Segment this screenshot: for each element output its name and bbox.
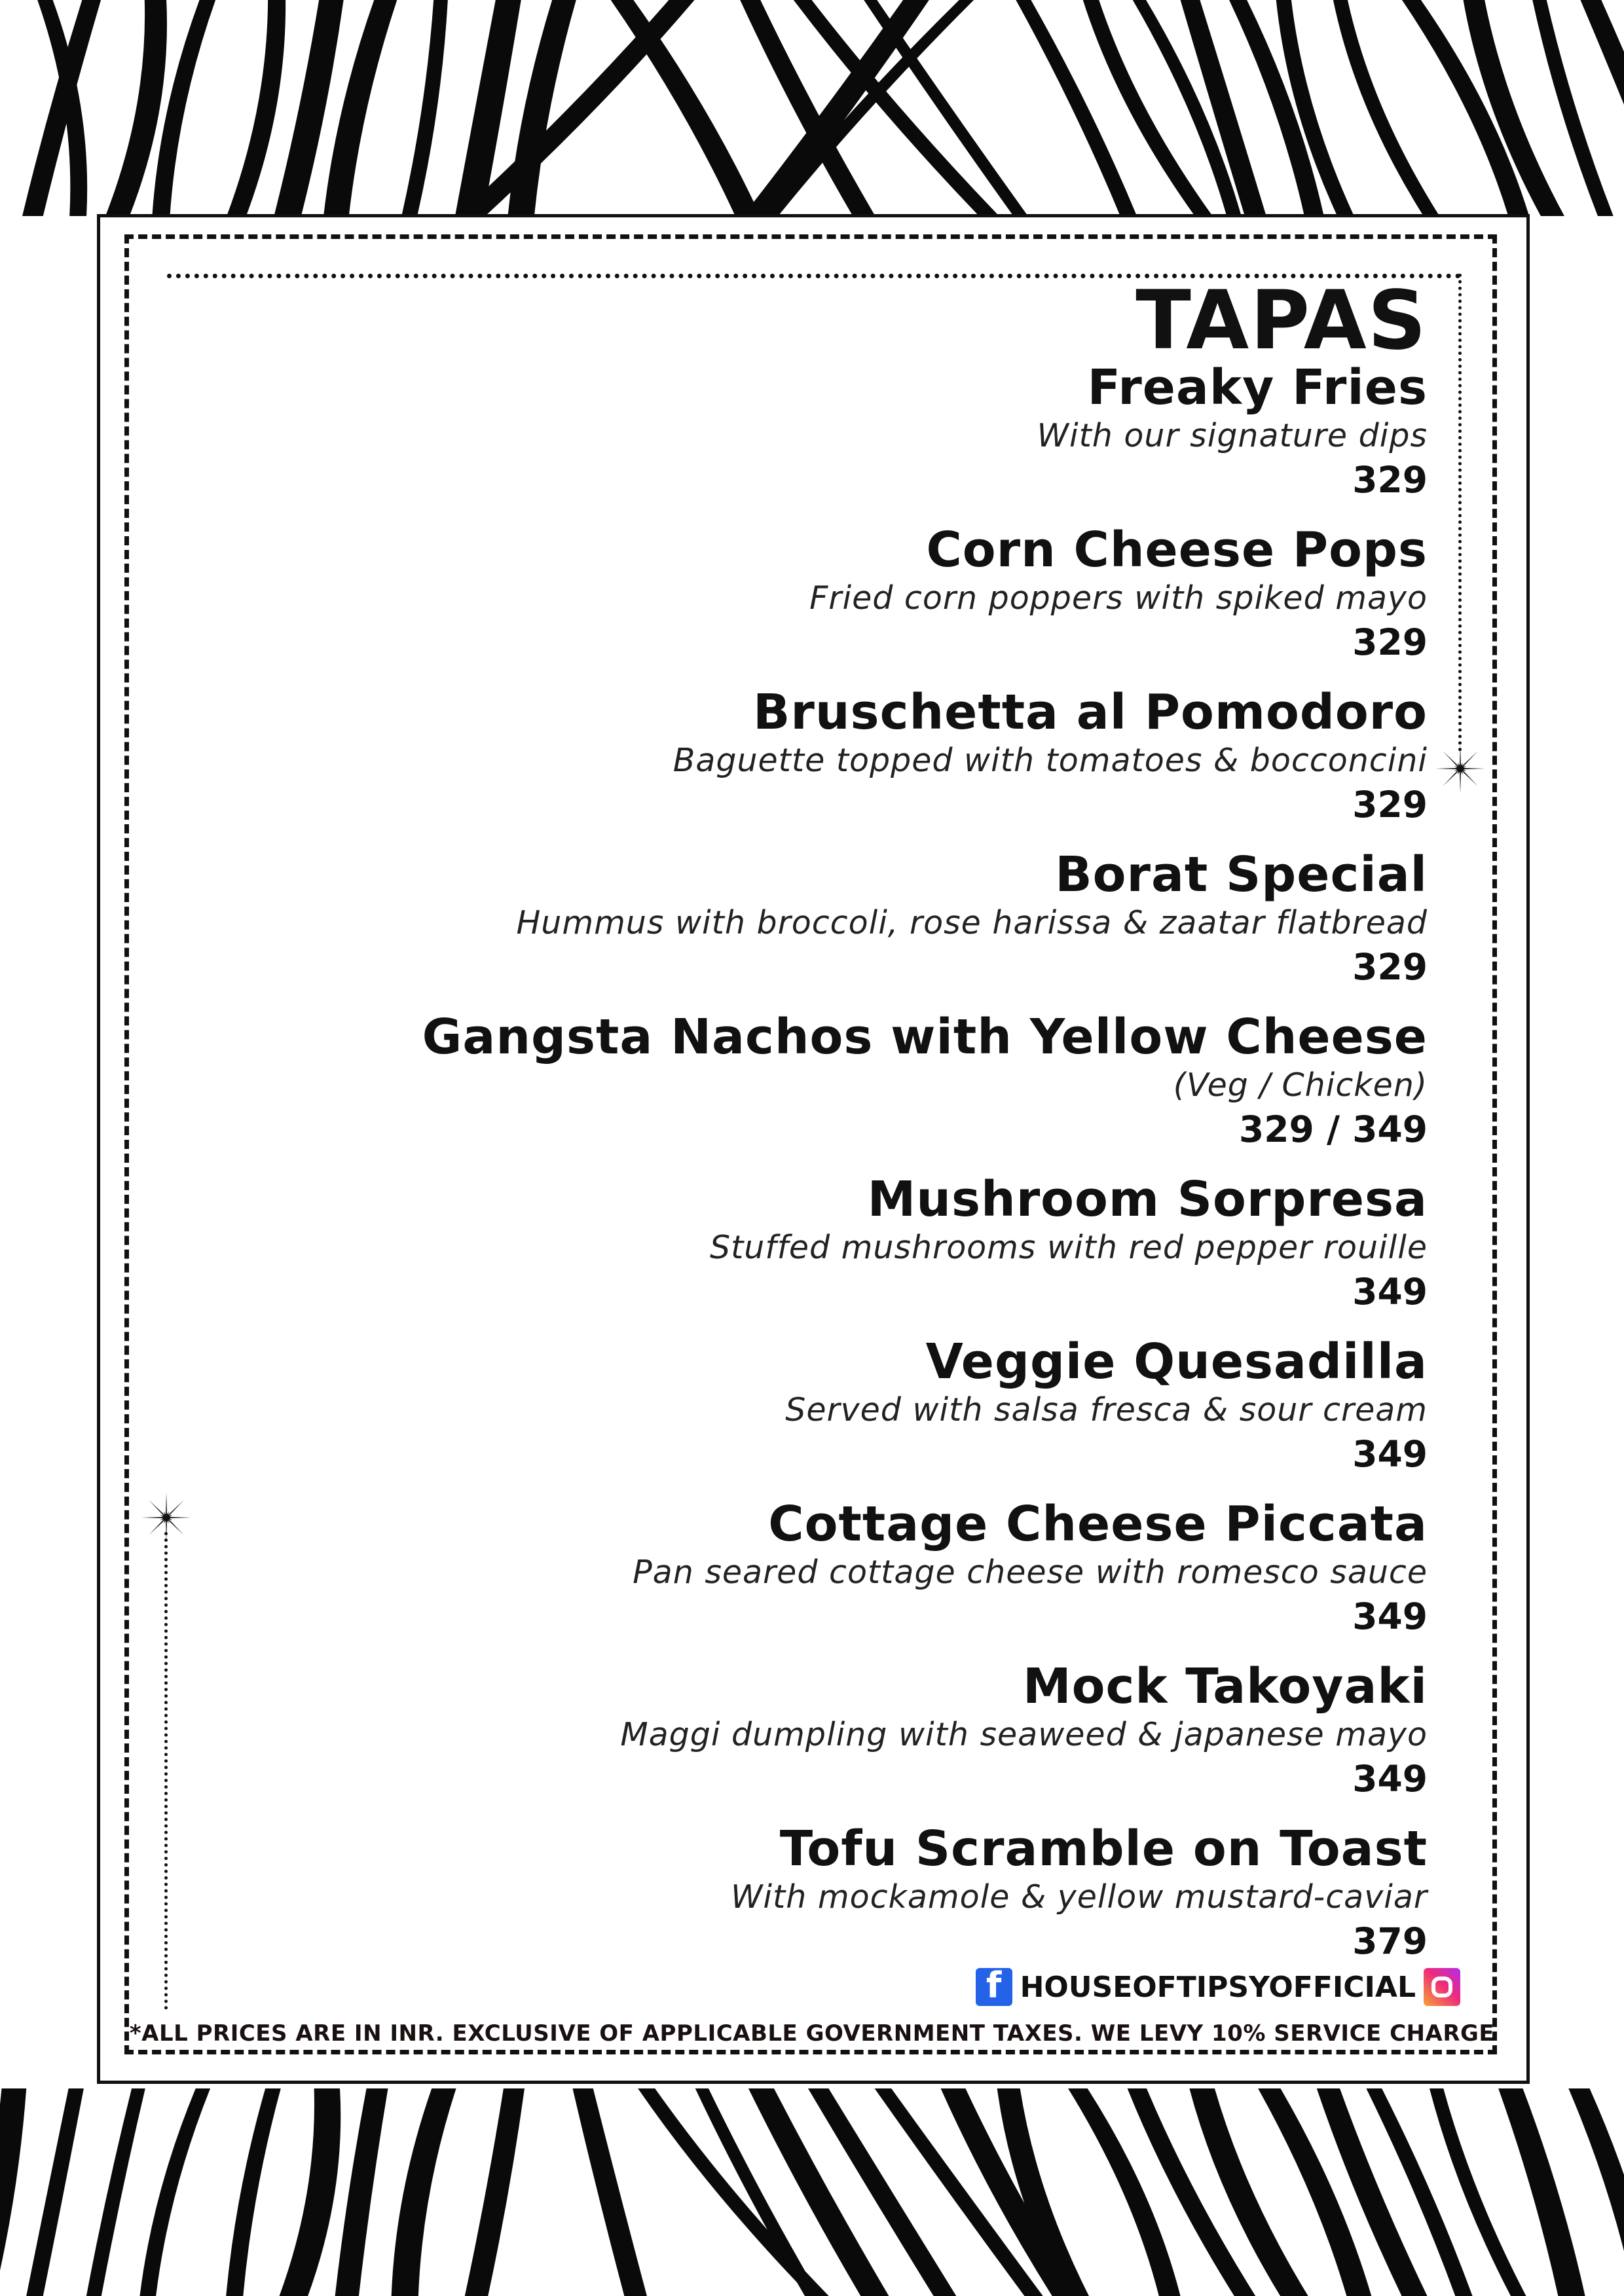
zebra-stripe [277,2088,341,2296]
item-description: Baguette topped with tomatoes & bocconcini [673,742,1428,779]
price-disclaimer: *ALL PRICES ARE IN INR. EXCLUSIVE OF APPLICABLE GOVERNMENT TAXES. WE LEVY 10% SERVICE CHARGE [129,2020,1495,2047]
item-name: Veggie Quesadilla [925,1334,1428,1390]
item-price: 329 / 349 [1239,1108,1428,1150]
item-price: 349 [1352,1433,1428,1475]
zebra-stripe [571,2088,648,2296]
item-description: Fried corn poppers with spiked mayo [809,579,1428,617]
item-price: 329 [1352,459,1428,501]
section-title: TAPAS [1135,274,1428,368]
zebra-stripe [224,0,286,216]
item-name: Cottage Cheese Piccata [768,1496,1428,1552]
zebra-stripe [225,2088,282,2296]
menu-item [422,1172,1428,1334]
item-description: With our signature dips [1037,417,1428,454]
item-price: 329 [1352,946,1428,988]
item-description: Pan seared cottage cheese with romesco sauce [633,1554,1428,1591]
menu-item [422,1821,1428,1984]
item-description: With mockamole & yellow mustard-caviar [730,1878,1428,1916]
dotted-line-right [1458,274,1462,752]
zebra-stripe [391,2088,458,2296]
social-handle: HOUSEOFTIPSYOFFICIAL [1020,1970,1416,2004]
zebra-stripe [606,0,764,216]
item-name: Mushroom Sorpresa [867,1171,1428,1228]
zebra-stripe [400,0,448,216]
item-name: Corn Cheese Pops [926,522,1428,578]
zebra-stripe [1064,2088,1182,2296]
instagram-icon[interactable] [1424,1968,1460,2006]
zebra-stripe [1012,0,1139,216]
zebra-stripe [0,2088,27,2296]
item-name: Mock Takoyaki [1022,1658,1428,1715]
menu-item [422,360,1428,522]
zebra-stripe [139,2088,213,2296]
sparkle-star-icon [140,1491,193,1544]
menu-items-list [422,360,1428,1984]
item-name: Freaky Fries [1087,359,1428,416]
item-price: 379 [1352,1920,1428,1962]
social-handle-row [976,1965,1460,2006]
item-name: Borat Special [1055,847,1428,903]
item-description: Stuffed mushrooms with red pepper rouille [709,1229,1428,1266]
item-name: Gangsta Nachos with Yellow Cheese [422,1009,1428,1065]
menu-section [422,275,1428,1984]
item-description: Hummus with broccoli, rose harissa & zaatar flatbread [516,904,1428,941]
zebra-stripe [334,2088,389,2296]
item-name: Bruschetta al Pomodoro [752,684,1428,740]
item-name: Tofu Scramble on Toast [779,1821,1428,1877]
zebra-stripe [85,2088,147,2296]
item-price: 349 [1352,1271,1428,1313]
item-price: 329 [1352,784,1428,826]
zebra-pattern-top [0,0,1624,216]
zebra-pattern-bottom [0,2088,1624,2296]
item-description: (Veg / Chicken) [1173,1066,1428,1104]
menu-item [422,522,1428,685]
item-price: 349 [1352,1758,1428,1800]
facebook-icon[interactable]: f [976,1968,1012,2006]
menu-item [422,1497,1428,1659]
menu-item [422,1334,1428,1497]
menu-item [422,1659,1428,1821]
sparkle-star-icon [1434,742,1486,795]
menu-item [422,847,1428,1010]
item-description: Maggi dumpling with seaweed & japanese mayo [620,1716,1428,1753]
item-price: 349 [1352,1595,1428,1637]
item-price: 329 [1352,621,1428,663]
menu-item [422,685,1428,847]
zebra-stripe [25,2088,85,2296]
dotted-line-left [164,1532,168,2010]
item-description: Served with salsa fresca & sour cream [785,1391,1428,1429]
menu-item [422,1010,1428,1172]
zebra-stripe [464,2088,526,2296]
